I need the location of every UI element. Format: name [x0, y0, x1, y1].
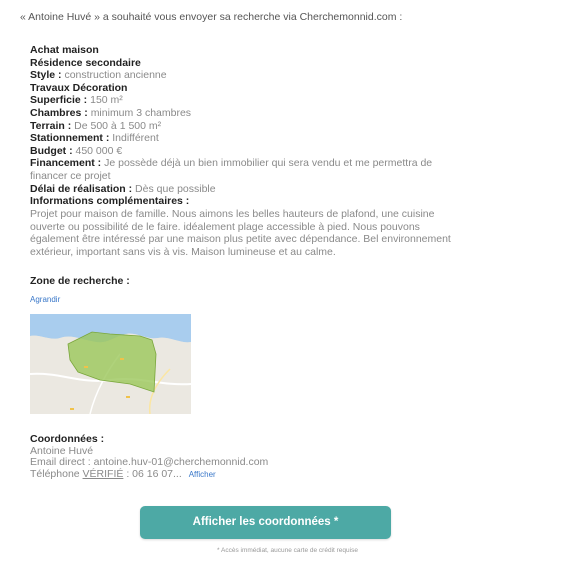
search-zone-map[interactable]: [30, 314, 191, 414]
superficie-label: Superficie :: [30, 94, 88, 107]
listing-type: Achat maison: [30, 44, 99, 56]
terrain-label: Terrain :: [30, 119, 72, 132]
delai-row: [30, 183, 470, 196]
listing-details: [30, 44, 470, 259]
stationnement-row: [30, 132, 470, 145]
budget-value: 450 000 €: [75, 144, 123, 157]
financement-row: [30, 157, 470, 170]
financement-value-1: Je possède déjà un bien immobilier qui sera vendu et me permettra de: [104, 157, 433, 170]
delai-label: Délai de réalisation :: [30, 182, 133, 195]
terrain-row: [30, 120, 470, 133]
infos-line: également être intéressé par une maison plus petite avec dépendance. Bel environnement: [30, 233, 451, 246]
intro-text: « Antoine Huvé » a souhaité vous envoyer sa recherche via Cherchemonnid.com :: [20, 11, 403, 23]
show-phone-link[interactable]: Afficher: [188, 469, 216, 479]
town-marker: [126, 396, 130, 398]
budget-label: Budget :: [30, 144, 73, 157]
town-marker: [84, 366, 88, 368]
style-value: construction ancienne: [64, 69, 167, 82]
superficie-value: 150 m²: [90, 94, 123, 107]
contact-name: Antoine Huvé: [30, 444, 94, 457]
chambres-label: Chambres :: [30, 106, 88, 119]
stationnement-value: Indifférent: [112, 132, 159, 145]
infos-line: Projet pour maison de famille. Nous aimons les belles hauteurs de plafond, une cuisine: [30, 207, 435, 220]
chambres-value: minimum 3 chambres: [90, 106, 192, 119]
terrain-value: De 500 à 1 500 m²: [74, 119, 162, 132]
infos-label: Informations complémentaires :: [30, 195, 190, 208]
infos-line: ouverte ou possibilité de le faire. idéalement plage accessible à pied. Nous pouvons: [30, 220, 420, 233]
enlarge-map-link[interactable]: Agrandir: [30, 295, 61, 304]
contact-phone-row: [30, 469, 430, 481]
cta-note: * Accès immédiat, aucune carte de crédit requise: [217, 547, 358, 554]
phone-verified-badge: VÉRIFIÉ: [82, 467, 124, 480]
map-image: [30, 314, 191, 414]
delai-value: Dès que possible: [135, 182, 216, 195]
infos-line: extérieur, important sans vis à vis. Maison lumineuse et au calme.: [30, 246, 336, 259]
listing-travaux: Travaux Décoration: [30, 81, 128, 94]
financement-label: Financement :: [30, 157, 102, 170]
superficie-row: [30, 94, 470, 107]
email-value: antoine.huv-01@cherchemonnid.com: [93, 456, 269, 469]
contact-section: [30, 434, 430, 480]
email-label: Email direct :: [30, 456, 91, 469]
zone-title: Zone de recherche :: [30, 275, 130, 287]
infos-text: [30, 208, 470, 259]
style-row: [30, 69, 470, 82]
town-marker: [70, 408, 74, 410]
contact-title: Coordonnées :: [30, 433, 105, 445]
phone-label: Téléphone: [30, 467, 80, 480]
budget-row: [30, 145, 470, 158]
phone-value: : 06 16 07...: [126, 467, 182, 480]
stationnement-label: Stationnement :: [30, 132, 110, 145]
style-label: Style :: [30, 69, 62, 82]
listing-residence: Résidence secondaire: [30, 56, 141, 69]
show-contact-button[interactable]: Afficher les coordonnées *: [140, 506, 391, 539]
financement-value-2: financer ce projet: [30, 169, 111, 182]
chambres-row: [30, 107, 470, 120]
town-marker: [120, 358, 124, 360]
